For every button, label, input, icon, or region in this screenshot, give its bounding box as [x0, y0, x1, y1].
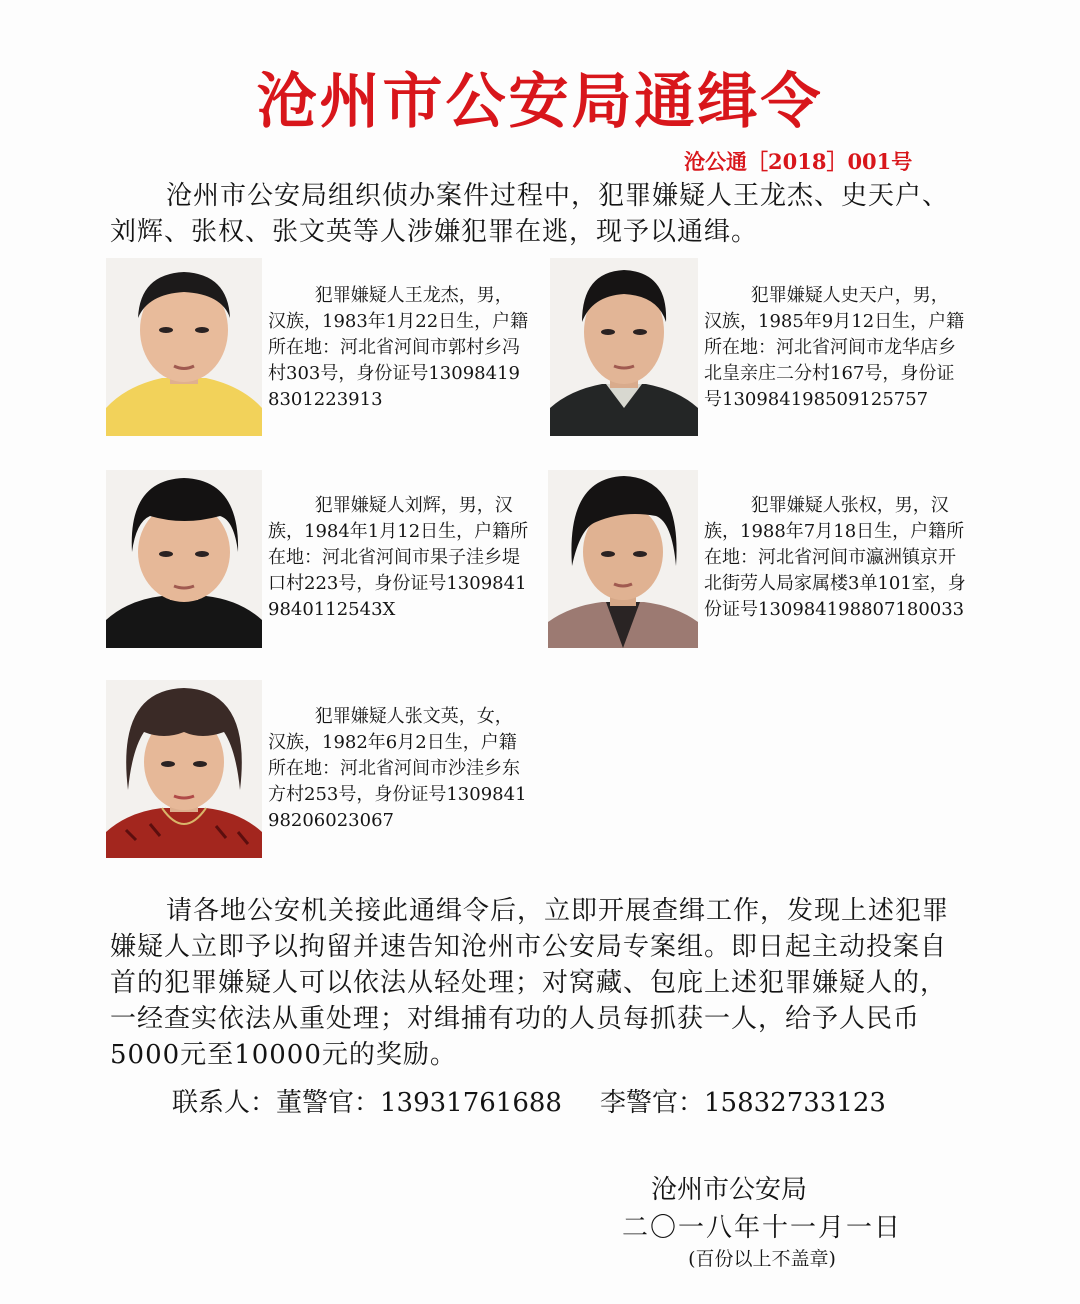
suspect-photo [548, 470, 698, 648]
suspect-info [268, 704, 530, 834]
suspect-photo [550, 258, 698, 436]
intro-text: 沧州市公安局组织侦办案件过程中，犯罪嫌疑人王龙杰、史天户、刘辉、张权、张文英等人涉嫌犯罪在逃，现予以通缉。 [110, 181, 950, 247]
suspect-description: 犯罪嫌疑人刘辉，男，汉族，1984年1月12日生，户籍所在地：河北省河间市果子洼乡堤口村223号，身份证号13098419840112543X [268, 495, 529, 620]
contact-officer-2: 李警官：15832733123 [599, 1088, 886, 1118]
seal-note: (百份以上不盖章) [688, 1248, 836, 1270]
suspect-description: 犯罪嫌疑人史天户，男，汉族，1985年9月12日生，户籍所在地：河北省河间市龙华店乡北皇亲庄二分村167号，身份证号130984198509125757 [704, 285, 965, 410]
suspect-photo [106, 470, 262, 648]
suspect-description: 犯罪嫌疑人张权，男，汉族，1988年7月18日生，户籍所在地：河北省河间市瀛洲镇京开北街劳人局家属楼3单101室，身份证号130984198807180033 [704, 495, 966, 620]
suspect-photo [106, 258, 262, 436]
closing-paragraph [110, 893, 950, 1073]
closing-text: 请各地公安机关接此通缉令后，立即开展查缉工作，发现上述犯罪嫌疑人立即予以拘留并速告知沧州市公安局专案组。即日起主动投案自首的犯罪嫌疑人可以依法从轻处理；对窝藏、包庇上述犯罪嫌疑人的，一经查实依法从重处理；对缉捕有功的人员每抓获一人，给予人民币5000元至10000元的奖励。 [110, 896, 950, 1070]
suspect-info [268, 493, 530, 623]
document-number: 沧公通［2018］001号 [684, 149, 913, 174]
suspect-info [704, 493, 966, 623]
suspect-description: 犯罪嫌疑人张文英，女，汉族，1982年6月2日生，户籍所在地：河北省河间市沙洼乡东方村253号，身份证号130984198206023067 [268, 706, 527, 831]
issue-date: 二〇一八年十一月一日 [621, 1213, 902, 1243]
suspect-info [704, 283, 966, 413]
suspect-info [268, 283, 530, 413]
contact-label: 联系人： [172, 1088, 277, 1118]
notice-title: 沧州市公安局通缉令 [256, 67, 824, 137]
intro-paragraph [110, 178, 950, 250]
contact-line [172, 1085, 886, 1121]
contact-officer-1: 董警官：13931761688 [276, 1088, 562, 1118]
issuing-organization: 沧州市公安局 [650, 1175, 807, 1205]
suspect-description: 犯罪嫌疑人王龙杰，男，汉族，1983年1月22日生，户籍所在地：河北省河间市郭村乡冯村303号，身份证号130984198301223913 [268, 285, 529, 410]
suspect-photo [106, 680, 262, 858]
